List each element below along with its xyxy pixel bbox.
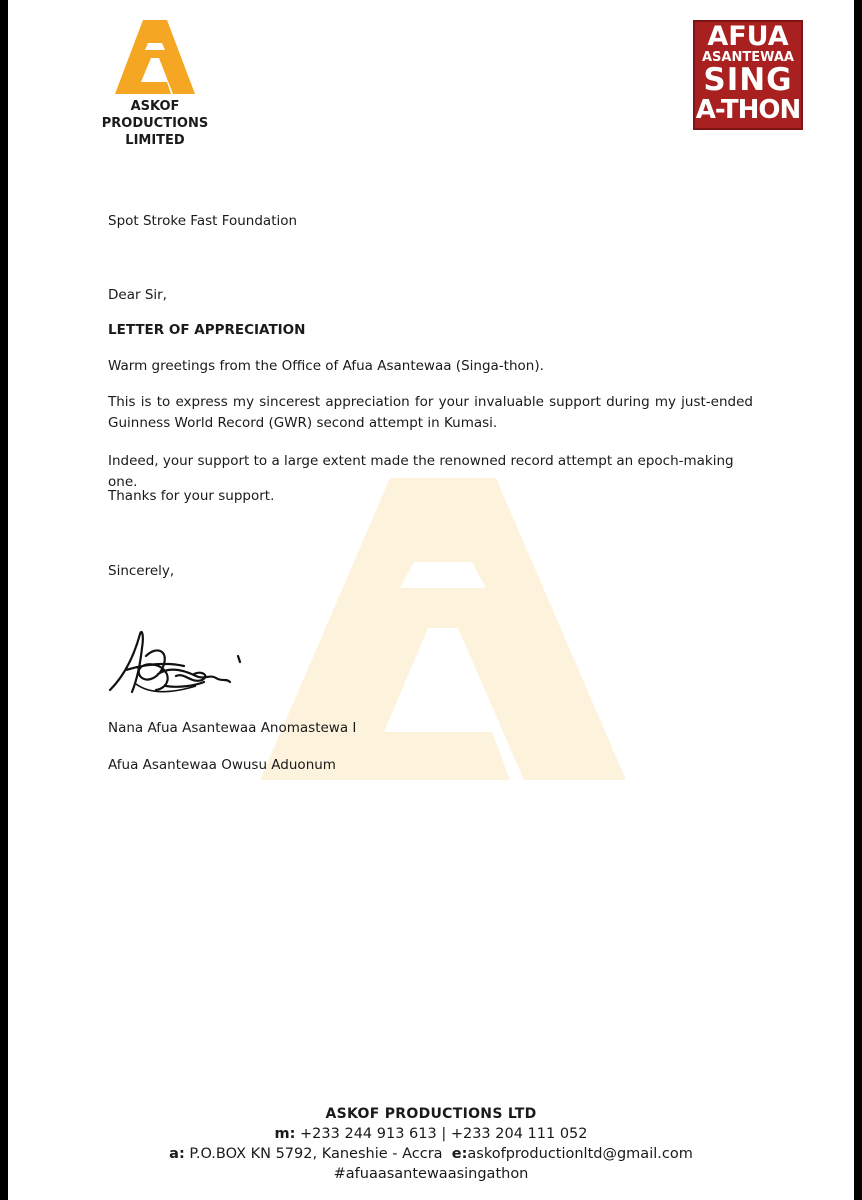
paragraph-thanks: Thanks for your support. bbox=[108, 488, 275, 504]
askof-logo-name: ASKOF PRODUCTIONS LIMITED bbox=[101, 99, 209, 148]
signatory-name: Afua Asantewaa Owusu Aduonum bbox=[108, 757, 336, 773]
letter-page bbox=[8, 0, 854, 1200]
footer-address-email: a: P.O.BOX KN 5792, Kaneshie - Accra e:askofproductionltd@gmail.com bbox=[169, 1146, 693, 1162]
footer-hashtag: #afuaasantewaasingathon bbox=[333, 1166, 529, 1182]
footer-email: askofproductionltd@gmail.com bbox=[467, 1146, 693, 1162]
recipient: Spot Stroke Fast Foundation bbox=[108, 213, 298, 229]
footer-address: P.O.BOX KN 5792, Kaneshie - Accra bbox=[189, 1146, 443, 1162]
handwritten-signature bbox=[106, 626, 246, 706]
letter-subject: LETTER OF APPRECIATION bbox=[108, 322, 306, 338]
footer-phone: m: +233 244 913 613 | +233 204 111 052 bbox=[274, 1126, 588, 1142]
askof-a-icon bbox=[115, 20, 195, 94]
singathon-logo: AFUA ASANTEWAA SING A-THON bbox=[693, 20, 803, 130]
paragraph-greeting: Warm greetings from the Office of Afua Asantewaa (Singa-thon). bbox=[108, 358, 544, 374]
askof-logo bbox=[80, 20, 230, 149]
paragraph-support: Indeed, your support to a large extent made the renowned record attempt an epoch-making one. bbox=[108, 453, 734, 490]
signatory-title: Nana Afua Asantewaa Anomastewa I bbox=[108, 720, 357, 736]
salutation: Dear Sir, bbox=[108, 287, 167, 303]
paragraph-appreciation: This is to express my sincerest appreciation for your invaluable support during my just-ended Guinness World Record (GWR) second attempt in Kumasi. bbox=[108, 394, 753, 431]
closing: Sincerely, bbox=[108, 563, 175, 579]
footer-company: ASKOF PRODUCTIONS LTD bbox=[325, 1106, 537, 1122]
footer bbox=[8, 1104, 854, 1184]
